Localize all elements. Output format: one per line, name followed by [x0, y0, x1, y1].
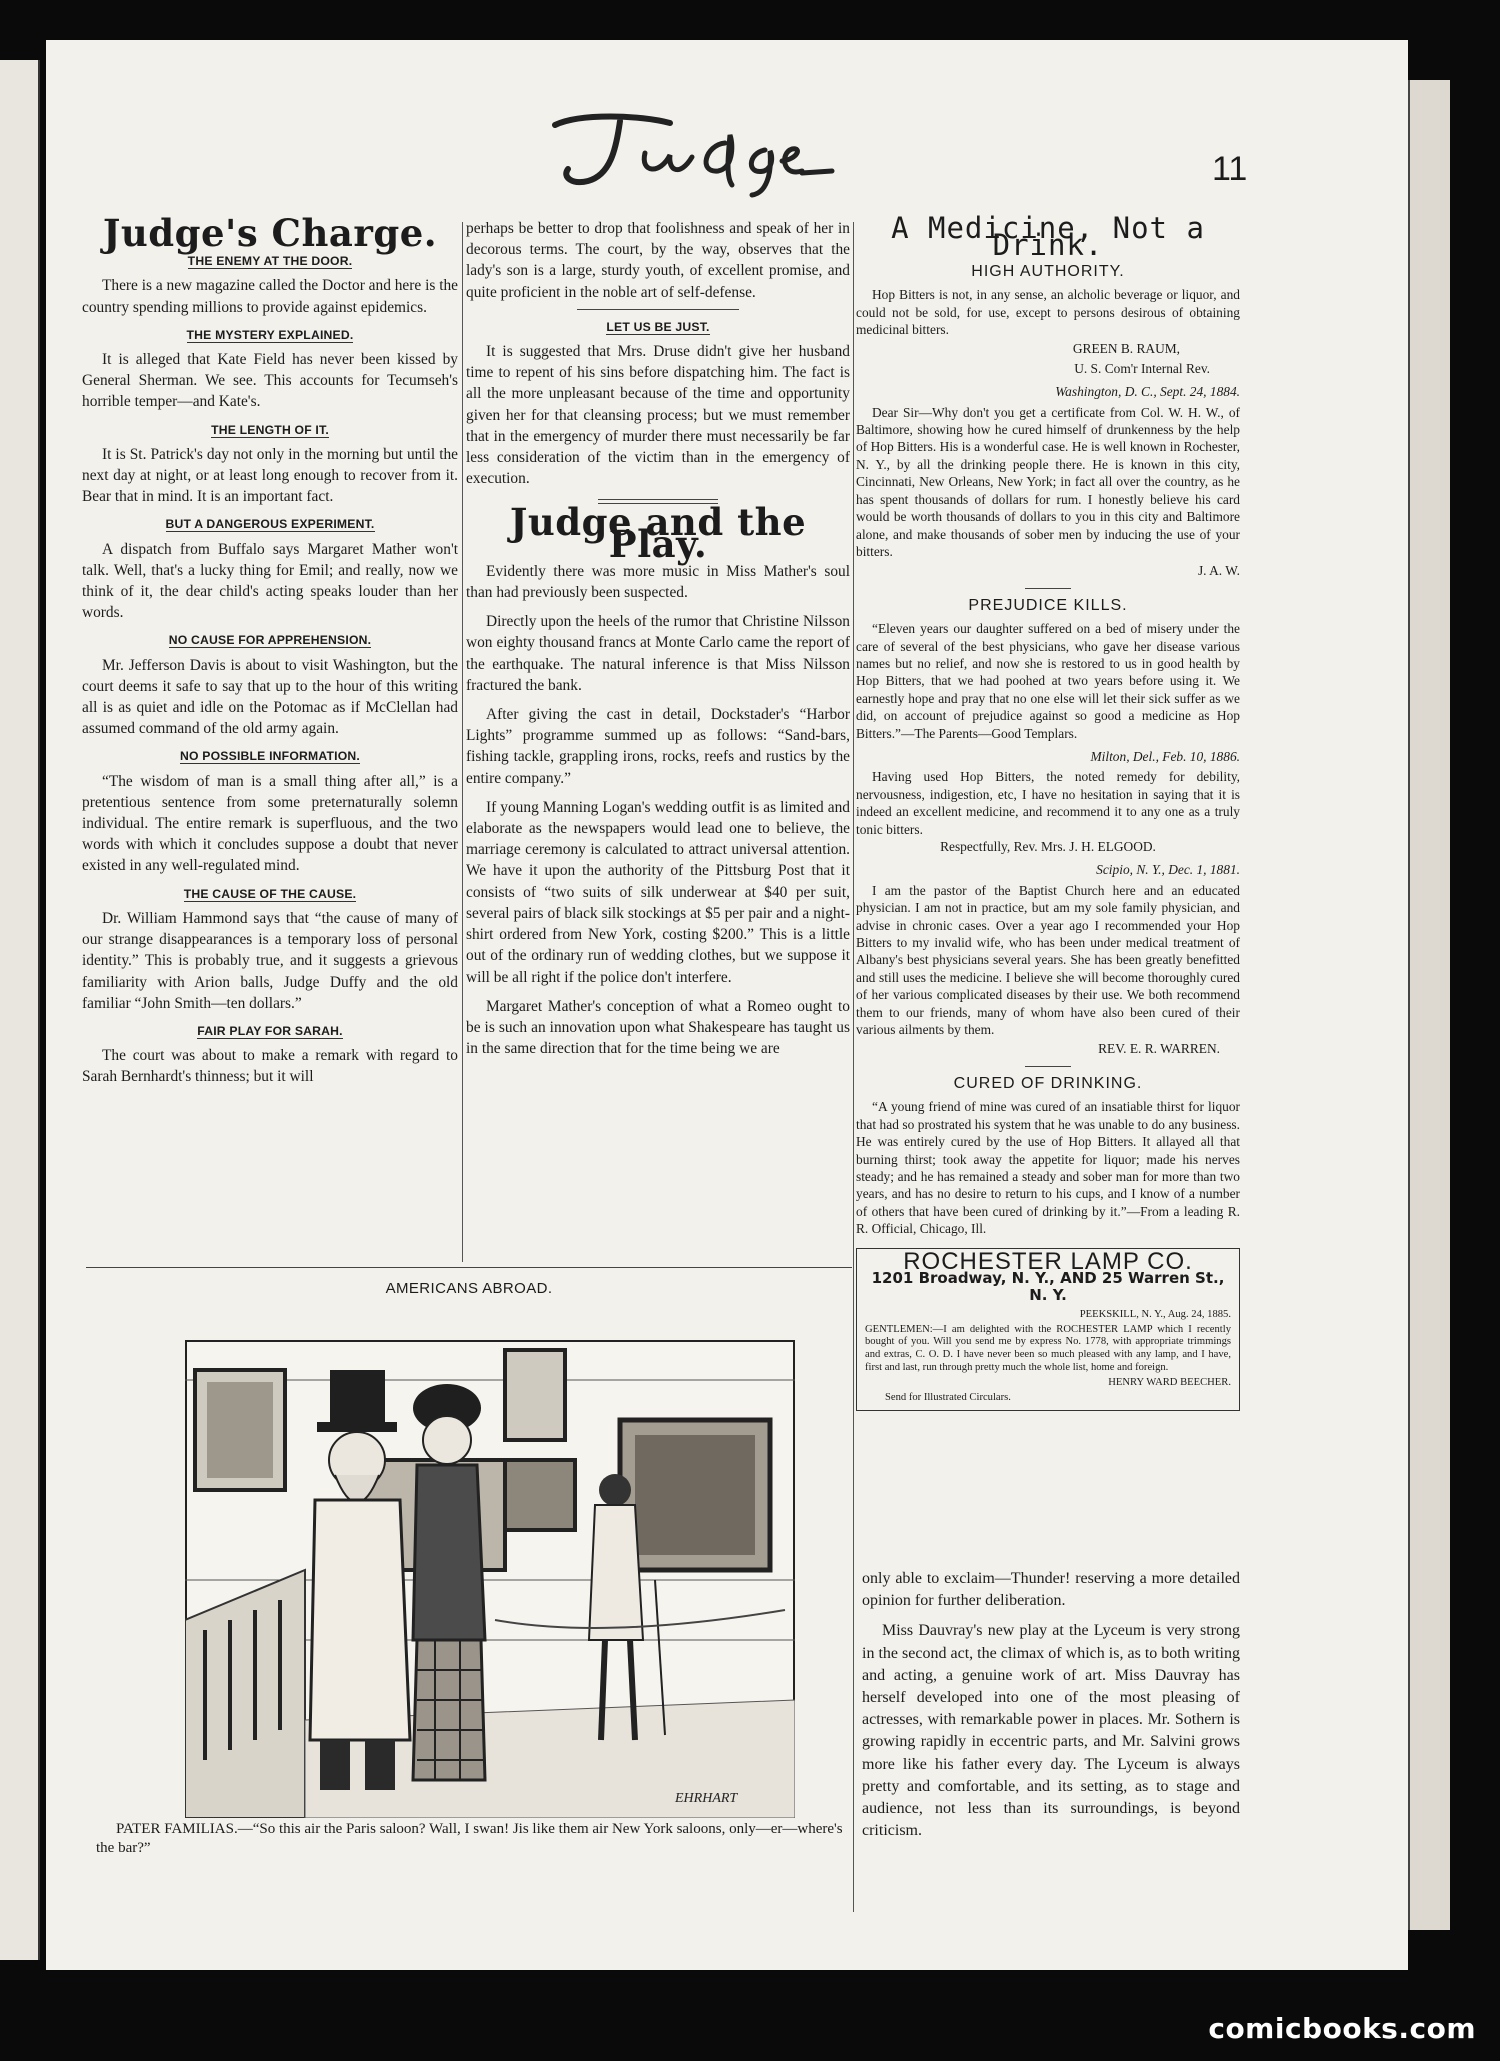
paragraph: If young Manning Logan's wedding outfit is as limited and elaborate as the newspapers would lead one to believe, the marriage ceremony is calculated to attract universal attention. We have it upon the authority of the Pittsburg Post that it consists of “two suits of silk underwear at $40 per suit, several pairs of black silk stockings at $5 per pair and a night-shirt ordered from New York, costing $200.” This is a little out of the ordinary run of wedding clothes, but we suppose it will be all right if the police don't interfere.	[466, 798, 850, 986]
subhead: FAIR PLAY FOR SARAH.	[197, 1023, 343, 1038]
short-rule	[1025, 1066, 1071, 1067]
ad-paragraph: “A young friend of mine was cured of an insatiable thirst for liquor that had so prostrated his system that he was unable to do any business. He was entirely cured by the use of Hop Bitters. It allayed all that burning thirst; took away the appetite for liquor; made his nerves steady; and he has remained a steady and sober man for more than two years, and has no desire to return to his cups, and I know of a number of others that have been cured of drinking by it.”—From a leading R. R. Official, Chicago, Ill.	[856, 1099, 1240, 1237]
paragraph: “The wisdom of man is a small thing after all,” is a pretentious sentence from some preternaturally solemn individual. The entire remark is superfluous, and the two words with which it concludes suppose a doubt that never existed in any well-regulated mind.	[82, 772, 458, 875]
column-rule	[853, 222, 854, 1912]
paragraph: A dispatch from Buffalo says Margaret Mather won't talk. Well, that's a lucky thing for Emil; and really, now we think of it, the dear child's acting speaks louder than her words.	[82, 540, 458, 622]
subhead: BUT A DANGEROUS EXPERIMENT.	[165, 517, 375, 532]
ad-signature: Respectfully, Rev. Mrs. J. H. ELGOOD.	[940, 839, 1156, 854]
subhead: NO CAUSE FOR APPREHENSION.	[168, 633, 372, 648]
ad-dateline: PEEKSKILL, N. Y., Aug. 24, 1885.	[1079, 1308, 1231, 1320]
rochester-lamp-address: 1201 Broadway, N. Y., AND 25 Warren St., N. Y.	[871, 1268, 1225, 1305]
paragraph: Evidently there was more music in Miss Mather's soul than had previously been suspected.	[466, 562, 850, 602]
ad-dateline: Milton, Del., Feb. 10, 1886.	[1090, 748, 1240, 764]
paragraph: There is a new magazine called the Doctor and here is the country spending millions to provide against epidemics.	[82, 277, 458, 316]
ad-heading: HIGH AUTHORITY.	[971, 262, 1125, 280]
subhead: THE MYSTERY EXPLAINED.	[186, 327, 354, 342]
americans-abroad-illustration	[185, 1340, 795, 1818]
paragraph: Mr. Jefferson Davis is about to visit Washington, but the court deems it safe to say that up to the hour of this writing all is as quiet and idle on the Potomac as if McClellan had assumed command of the old army again.	[82, 656, 458, 738]
ad-dateline: Washington, D. C., Sept. 24, 1884.	[1055, 384, 1240, 400]
illustration-title: AMERICANS ABROAD.	[385, 1280, 553, 1297]
illustration-divider	[86, 1267, 852, 1268]
hop-bitters-ad-title: A Medicine, Not a Drink.	[891, 211, 1205, 263]
subhead: NO POSSIBLE INFORMATION.	[180, 749, 360, 764]
paragraph: After giving the cast in detail, Dockstader's “Harbor Lights” programme summed up as follows: “Sand-bars, fishing tackle, grappling irons, rocks, reefs and rustics by the entire company.”	[466, 706, 850, 787]
column-advertisements	[856, 211, 1240, 1411]
illustration-caption: PATER FAMILIAS.—“So this air the Paris saloon? Wall, I swan! Jis like them air New York saloons, only—er—where's the bar?”	[96, 1821, 843, 1856]
ad-paragraph: I am the pastor of the Baptist Church here and an educated physician. I am not in practice, but am my sole family physician, and advise in chronic cases. Over a year ago I recommended your Hop Bitters to my invalid wife, who has been under medical treatment of Albany's best physicians several years. She has been greatly benefitted and still uses the medicine. I believe she will become thoroughly cured of her various complicated diseases by their use. We both recommend them to our friends, many of whom have also been cured of their various ailments by them.	[856, 882, 1240, 1038]
column-play-continuation	[862, 1568, 1240, 1842]
ad-signature: J. A. W.	[1197, 563, 1240, 579]
ad-signature-title: U. S. Com'r Internal Rev.	[1074, 360, 1210, 376]
ad-paragraph: Hop Bitters is not, in any sense, an alcholic beverage or liquor, and could not be sold, for use, except to persons desirous of obtaining medicinal bitters.	[856, 287, 1240, 338]
ad-signature: HENRY WARD BEECHER.	[1108, 1376, 1231, 1388]
rochester-lamp-title: ROCHESTER LAMP CO.	[903, 1247, 1193, 1275]
judge-and-the-play-title: Judge and the Play.	[509, 500, 807, 566]
paragraph: Directly upon the heels of the rumor that Christine Nilsson won eighty thousand francs at Monte Carlo came the report of the earthquake. The natural inference is that Miss Nilsson fractured the bank.	[466, 613, 850, 694]
ad-footer: Send for Illustrated Circulars.	[885, 1391, 1011, 1403]
paragraph: It is St. Patrick's day not only in the morning but until the next day at night, or at least long enough to recover from it. Bear that in mind. It is an important fact.	[82, 445, 458, 506]
artist-signature: EHRHART	[675, 1791, 738, 1806]
column-judge-and-the-play	[466, 218, 850, 1059]
subhead: THE ENEMY AT THE DOOR.	[187, 254, 353, 269]
paragraph: The court was about to make a remark with regard to Sarah Bernhardt's thinness; but it will	[82, 1047, 458, 1086]
ad-heading: CURED OF DRINKING.	[953, 1074, 1143, 1092]
judges-charge-title: Judge's Charge.	[102, 211, 438, 255]
paragraph: Margaret Mather's conception of what a Romeo ought to be is such an innovation upon what Shakespeare has taught us in the same direction that for the time being we are	[466, 997, 850, 1058]
previous-page-edge	[0, 60, 40, 1960]
subhead: THE LENGTH OF IT.	[211, 422, 329, 437]
ad-paragraph: Dear Sir—Why don't you get a certificate from Col. W. H. W., of Baltimore, showing how he cured himself of drunkenness by the help of Hop Bitters. His is a wonderful case. He is well known in Rochester, N. Y., by all the drinking people there. He is known in this city, Cincinnati, New Orleans, New York; in fact all over the country, as he has spent thousands of dollars for rum. I honestly believe his card would be worth thousands of dollars to you in this city and Baltimore alone, and make thousands of sober men by inducing the use of your bitters.	[856, 404, 1240, 559]
rochester-lamp-body	[865, 1309, 1231, 1405]
next-page-edge	[1408, 80, 1450, 1930]
ad-dateline: Scipio, N. Y., Dec. 1, 1881.	[1096, 862, 1240, 878]
short-rule	[1025, 588, 1071, 589]
paragraph: only able to exclaim—Thunder! reserving a more detailed opinion for further deliberation.	[862, 1570, 1240, 1610]
short-rule	[577, 309, 738, 310]
column-judges-charge	[82, 211, 458, 1088]
ad-signature: REV. E. R. WARREN.	[1098, 1041, 1220, 1057]
column-rule	[462, 222, 463, 1262]
ad-paragraph: “Eleven years our daughter suffered on a bed of misery under the care of several of the best physicians, who gave her disease various names but no relief, and now she is restored to us in good health by Hop Bitters, that we had poohed at two years before using it. We earnestly hope and pray that no one else will let their sick suffer as we did, on account of prejudice against so good a medicine as Hop Bitters.”—The Parents—Good Templars.	[856, 621, 1240, 741]
ad-paragraph: GENTLEMEN:—I am delighted with the ROCHESTER LAMP which I recently bought of you. Will you send me by express No. 1778, with appropriate trimmings and extras, C. O. D. I have never been so much pleased with any lamp, and I have, first and last, run through pretty much the whole list, home and foreign.	[865, 1323, 1231, 1373]
paragraph: It is alleged that Kate Field has never been kissed by General Sherman. We see. This accounts for Tecumseh's horrible temper—and Kate's.	[82, 351, 458, 411]
subhead: THE CAUSE OF THE CAUSE.	[183, 886, 357, 901]
ad-heading: PREJUDICE KILLS.	[968, 596, 1128, 614]
ad-paragraph: Having used Hop Bitters, the noted remedy for debility, nervousness, indigestion, etc, I have no hesitation in saying that it is indeed an excellent medicine, and recommend it to any one as a truly tonic bitters.	[856, 769, 1240, 837]
subhead: LET US BE JUST.	[606, 319, 710, 334]
paragraph: perhaps be better to drop that foolishness and speak of her in decorous terms. The court, by the way, observes that the lady's son is a large, sturdy youth, of excellent promise, and quite proficient in the noble art of self-defense.	[466, 220, 850, 301]
paragraph: Dr. William Hammond says that “the cause of many of our strange disappearances is a temporary loss of personal identity.” This is probably true, and it suggests a grievous familiarity with Arion balls, Judge Duffy and the old familiar “John Smith—ten dollars.”	[82, 909, 458, 1012]
paragraph: Miss Dauvray's new play at the Lyceum is very strong in the second act, the climax of which is, as to both writing and acting, a genuine work of art. Miss Dauvray has herself developed into one of the most pleasing of actresses, with remarkable power in places. Mr. Sothern is growing rapidly in eccentric parts, and Mr. Salvini grows more like his father every day. The Lyceum is always pretty and comfortable, and its setting, as to stage and audience, not less than its surroundings, is beyond criticism.	[862, 1622, 1240, 1840]
rochester-lamp-ad	[856, 1248, 1240, 1412]
page-number: 11	[1212, 150, 1248, 188]
watermark: comicbooks.com	[1208, 2012, 1476, 2045]
masthead-logo	[520, 95, 860, 205]
ad-signature: GREEN B. RAUM,	[1072, 341, 1180, 357]
paragraph: It is suggested that Mrs. Druse didn't give her husband time to repent of his sins before dispatching him. The fact is all the more unpleasant because of the time and opportunity given her for that cleansing process; but we must remember that in the emergency of murder there must necessarily be far less consideration of the victim than in the emergency of execution.	[466, 343, 850, 488]
